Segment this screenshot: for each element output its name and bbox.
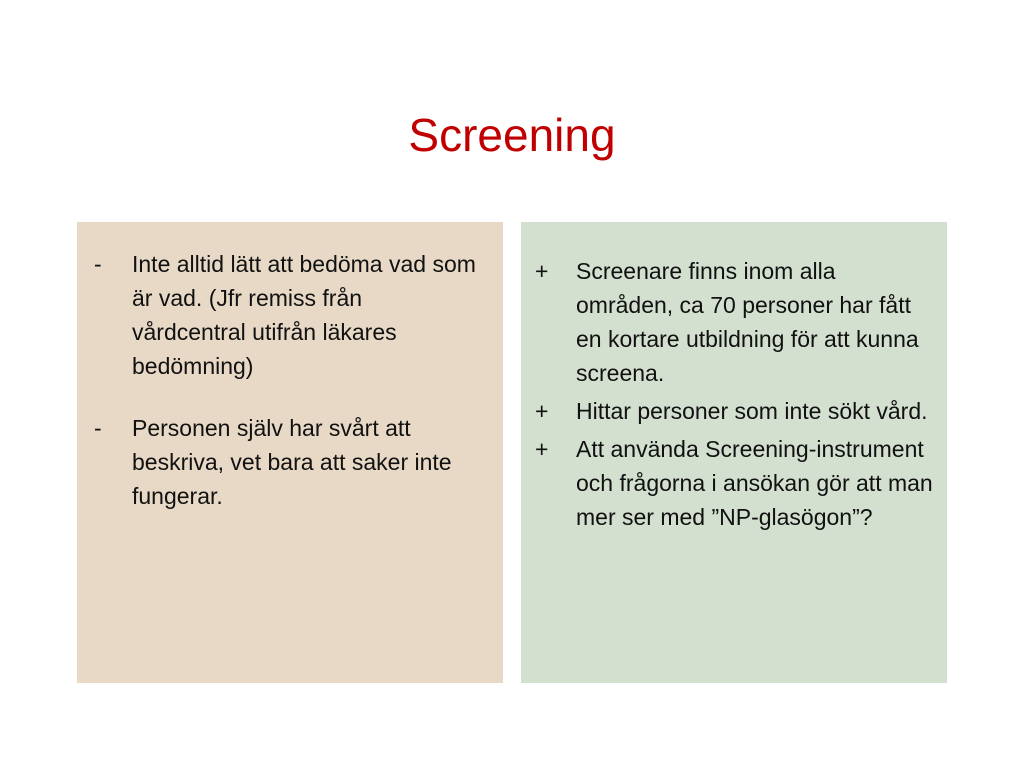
cons-item-text: Personen själv har svårt att beskriva, vet bara att saker inte fungerar. [132,415,452,509]
plus-bullet-marker: + [535,398,549,424]
pros-panel [521,222,947,683]
pros-item [535,254,933,390]
plus-bullet-marker: + [535,258,549,284]
pros-item [535,394,933,428]
plus-bullet-marker: + [535,436,549,462]
pros-item-text: Screenare finns inom alla områden, ca 70 personer har fått en kortare utbildning för att kunna screena. [576,258,919,386]
pros-list [521,222,947,534]
minus-bullet-marker: - [94,251,102,277]
cons-panel [77,222,503,683]
pros-item [535,432,933,534]
cons-list [77,222,503,513]
cons-item [94,247,481,383]
cons-item-text: Inte alltid lätt att bedöma vad som är vad. (Jfr remiss från vårdcentral utifrån läkares bedömning) [132,251,476,379]
cons-item [94,411,481,513]
pros-item-text: Hittar personer som inte sökt vård. [576,398,928,424]
pros-item-text: Att använda Screening-instrument och frågorna i ansökan gör att man mer ser med ”NP-glasögon”? [576,436,933,530]
minus-bullet-marker: - [94,415,102,441]
slide-title: Screening [408,109,616,161]
